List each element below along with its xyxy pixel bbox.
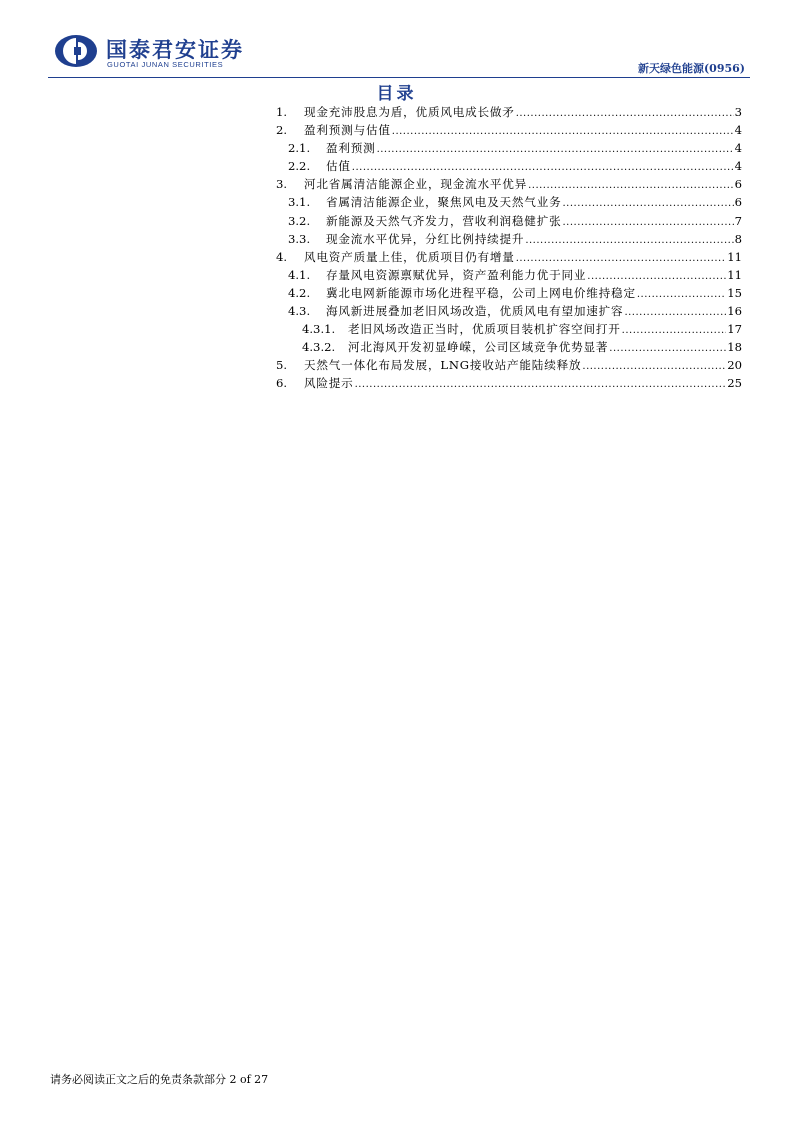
toc-entry-page: 20	[727, 358, 742, 373]
toc-entry-number: 4.3.1.	[302, 322, 336, 337]
toc-entry-number: 2.2.	[288, 159, 311, 174]
table-of-contents	[276, 103, 742, 393]
toc-entry-page: 11	[727, 267, 742, 282]
toc-entry-title: 估值	[326, 159, 351, 174]
toc-entry[interactable]	[276, 248, 742, 266]
toc-entry-number: 4.	[276, 249, 288, 264]
toc-entry[interactable]	[276, 157, 742, 175]
toc-entry-page: 8	[734, 231, 742, 246]
guotai-junan-logo-icon	[54, 34, 98, 68]
toc-entry[interactable]	[276, 121, 742, 139]
toc-entry-title: 现金充沛股息为盾，优质风电成长做矛	[304, 105, 515, 119]
report-company-ticker: 新天绿色能源(0956)	[637, 62, 745, 75]
toc-entry-number: 5.	[276, 358, 288, 373]
toc-entry-number: 2.1.	[288, 141, 311, 156]
toc-leader-dots	[637, 286, 726, 304]
toc-entry[interactable]	[276, 374, 742, 392]
toc-entry[interactable]	[276, 356, 742, 374]
toc-leader-dots	[562, 214, 733, 232]
toc-entry-page: 18	[727, 340, 742, 355]
toc-entry-title: 风电资产质量上佳，优质项目仍有增量	[304, 249, 515, 264]
toc-entry-title: 盈利预测	[326, 141, 376, 156]
toc-entry-number: 4.2.	[288, 285, 311, 300]
toc-entry-title: 河北省属清洁能源企业，现金流水平优异	[304, 177, 528, 192]
toc-leader-dots	[582, 358, 726, 376]
toc-entry-page: 6	[734, 195, 742, 210]
toc-entry-number: 3.	[276, 177, 288, 192]
toc-entry-number: 1.	[276, 105, 288, 119]
toc-entry-number: 4.3.2.	[302, 340, 336, 355]
toc-entry[interactable]	[276, 139, 742, 157]
toc-leader-dots	[516, 105, 734, 123]
toc-entry-title: 省属清洁能源企业，聚焦风电及天然气业务	[326, 195, 562, 210]
toc-leader-dots	[377, 141, 734, 159]
toc-entry-page: 6	[734, 177, 742, 192]
toc-entry-number: 3.3.	[288, 231, 311, 246]
toc-entry-number: 4.3.	[288, 304, 311, 319]
toc-entry-number: 4.1.	[288, 267, 311, 282]
toc-title: 目录	[376, 84, 417, 104]
toc-entry[interactable]	[276, 103, 742, 121]
logo-english-name: GUOTAI JUNAN SECURITIES	[107, 60, 224, 69]
toc-entry-title: 盈利预测与估值	[304, 123, 391, 138]
toc-entry-page: 4	[734, 159, 742, 174]
toc-entry[interactable]	[276, 230, 742, 248]
toc-entry[interactable]	[276, 320, 742, 338]
toc-entry-page: 4	[734, 141, 742, 156]
page-footer: 请务必阅读正文之后的免责条款部分 2 of 27	[50, 1073, 269, 1086]
toc-entry-title: 冀北电网新能源市场化进程平稳，公司上网电价维持稳定	[326, 285, 636, 300]
toc-entry-page: 15	[727, 285, 742, 300]
toc-entry-page: 17	[727, 322, 742, 337]
toc-entry-title: 风险提示	[304, 376, 354, 391]
toc-leader-dots	[609, 340, 726, 358]
toc-leader-dots	[392, 123, 734, 141]
toc-leader-dots	[622, 322, 727, 340]
toc-entry-title: 天然气一体化布局发展，LNG接收站产能陆续释放	[304, 358, 582, 373]
toc-entry[interactable]	[276, 284, 742, 302]
toc-entry[interactable]	[276, 175, 742, 193]
toc-entry[interactable]	[276, 266, 742, 284]
toc-leader-dots	[624, 304, 726, 322]
company-logo	[54, 34, 254, 70]
toc-entry-number: 3.1.	[288, 195, 311, 210]
toc-entry-title: 河北海风开发初显峥嵘，公司区域竞争优势显著	[348, 340, 609, 355]
toc-entry-page: 4	[734, 123, 742, 138]
toc-entry-title: 老旧风场改造正当时，优质项目装机扩容空间打开	[348, 322, 621, 337]
toc-entry-title: 现金流水平优异，分红比例持续提升	[326, 231, 525, 246]
toc-entry-page: 16	[727, 304, 742, 319]
toc-leader-dots	[525, 232, 733, 250]
toc-entry[interactable]	[276, 193, 742, 211]
toc-leader-dots	[355, 376, 727, 394]
toc-entry-page: 3	[734, 105, 742, 119]
toc-entry-title: 海风新进展叠加老旧风场改造，优质风电有望加速扩容	[326, 304, 624, 319]
toc-entry-title: 存量风电资源禀赋优异，资产盈利能力优于同业	[326, 267, 587, 282]
toc-entry-number: 6.	[276, 376, 288, 391]
logo-chinese-name: 国泰君安证券	[106, 38, 244, 62]
toc-entry-title: 新能源及天然气齐发力，营收利润稳健扩张	[326, 213, 562, 228]
toc-entry-number: 3.2.	[288, 213, 311, 228]
toc-entry[interactable]	[276, 212, 742, 230]
page-header	[0, 0, 793, 80]
toc-entry-page: 11	[727, 249, 742, 264]
toc-entry-number: 2.	[276, 123, 288, 138]
toc-entry[interactable]	[276, 338, 742, 356]
toc-entry-page: 7	[734, 213, 742, 228]
toc-leader-dots	[562, 195, 733, 213]
toc-entry-page: 25	[727, 376, 742, 391]
header-divider	[48, 77, 750, 78]
toc-entry[interactable]	[276, 302, 742, 320]
